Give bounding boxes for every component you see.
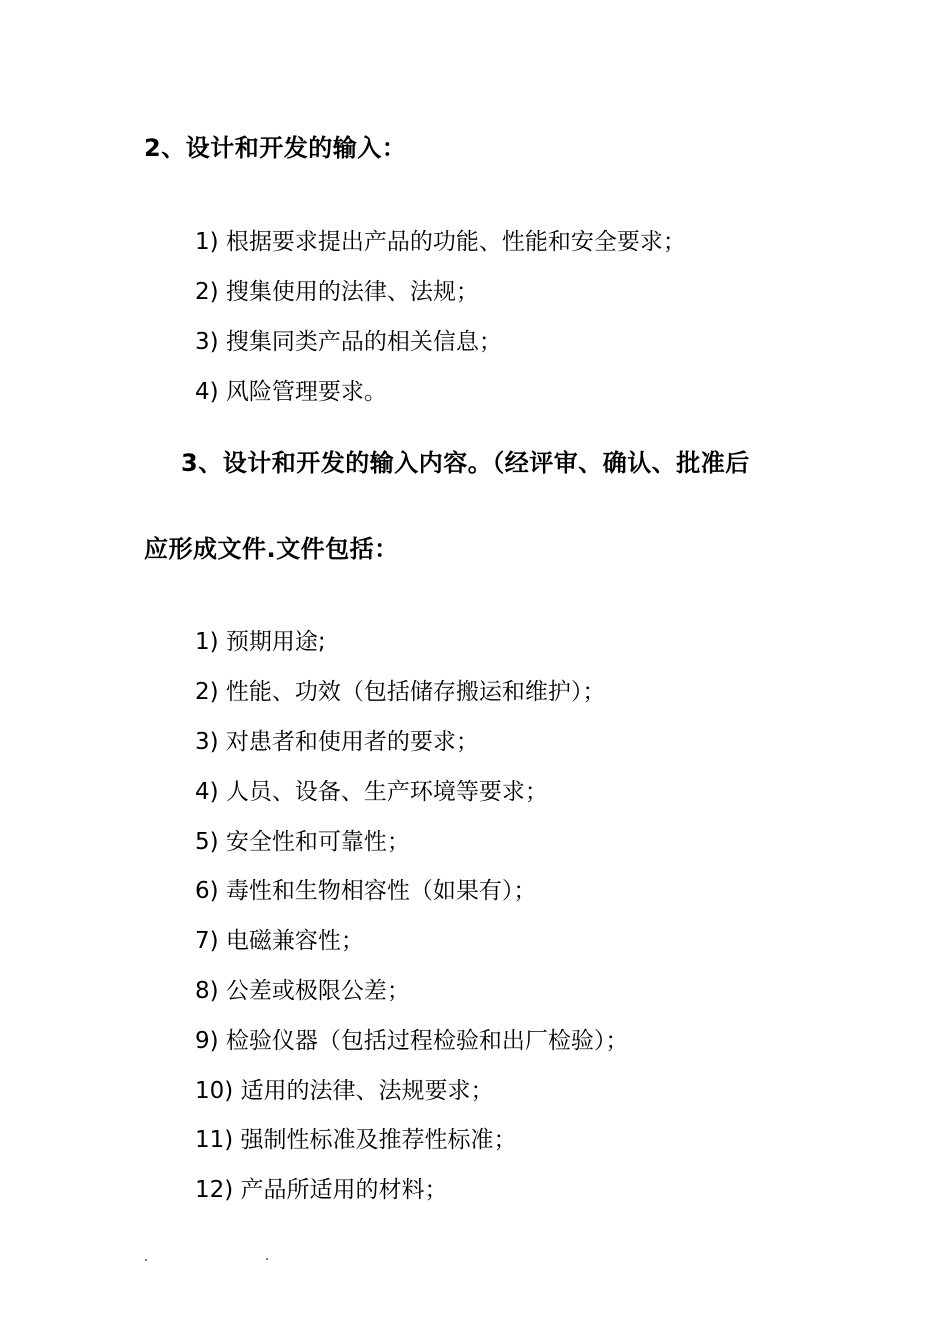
section-3-item-2: 2) 性能、功效（包括储存搬运和维护）； [195,679,606,705]
footer-dot-left [145,1259,147,1261]
section-3-item-12: 12) 产品所适用的材料； [195,1177,448,1203]
section-3-item-4: 4) 人员、设备、生产环境等要求； [195,779,548,805]
section-3-item-10: 10) 适用的法律、法规要求； [195,1078,494,1104]
section-3-item-7: 7) 电磁兼容性； [195,928,364,954]
section-2-item-2: 2) 搜集使用的法律、法规； [195,279,479,305]
section-2-item-1: 1) 根据要求提出产品的功能、性能和安全要求； [195,229,686,255]
section-3-heading-line-2: 应形成文件.文件包括： [144,535,399,563]
section-3-item-8: 8) 公差或极限公差； [195,978,410,1004]
section-3-item-1: 1) 预期用途; [195,629,326,655]
section-3-item-11: 11) 强制性标准及推荐性标准； [195,1127,517,1153]
section-3-item-3: 3) 对患者和使用者的要求； [195,729,479,755]
section-2-item-3: 3) 搜集同类产品的相关信息； [195,329,502,355]
section-2-item-4: 4) 风险管理要求。 [195,379,387,405]
section-3-item-6: 6) 毒性和生物相容性（如果有）； [195,878,537,904]
section-3-item-5: 5) 安全性和可靠性； [195,829,410,855]
section-3-heading-line-1: 3、设计和开发的输入内容。（经评审、确认、批准后 [181,449,750,477]
footer-dot-right [266,1258,268,1260]
section-3-item-9: 9) 检验仪器（包括过程检验和出厂检验）； [195,1028,629,1054]
section-2-heading: 2、设计和开发的输入： [144,134,407,162]
